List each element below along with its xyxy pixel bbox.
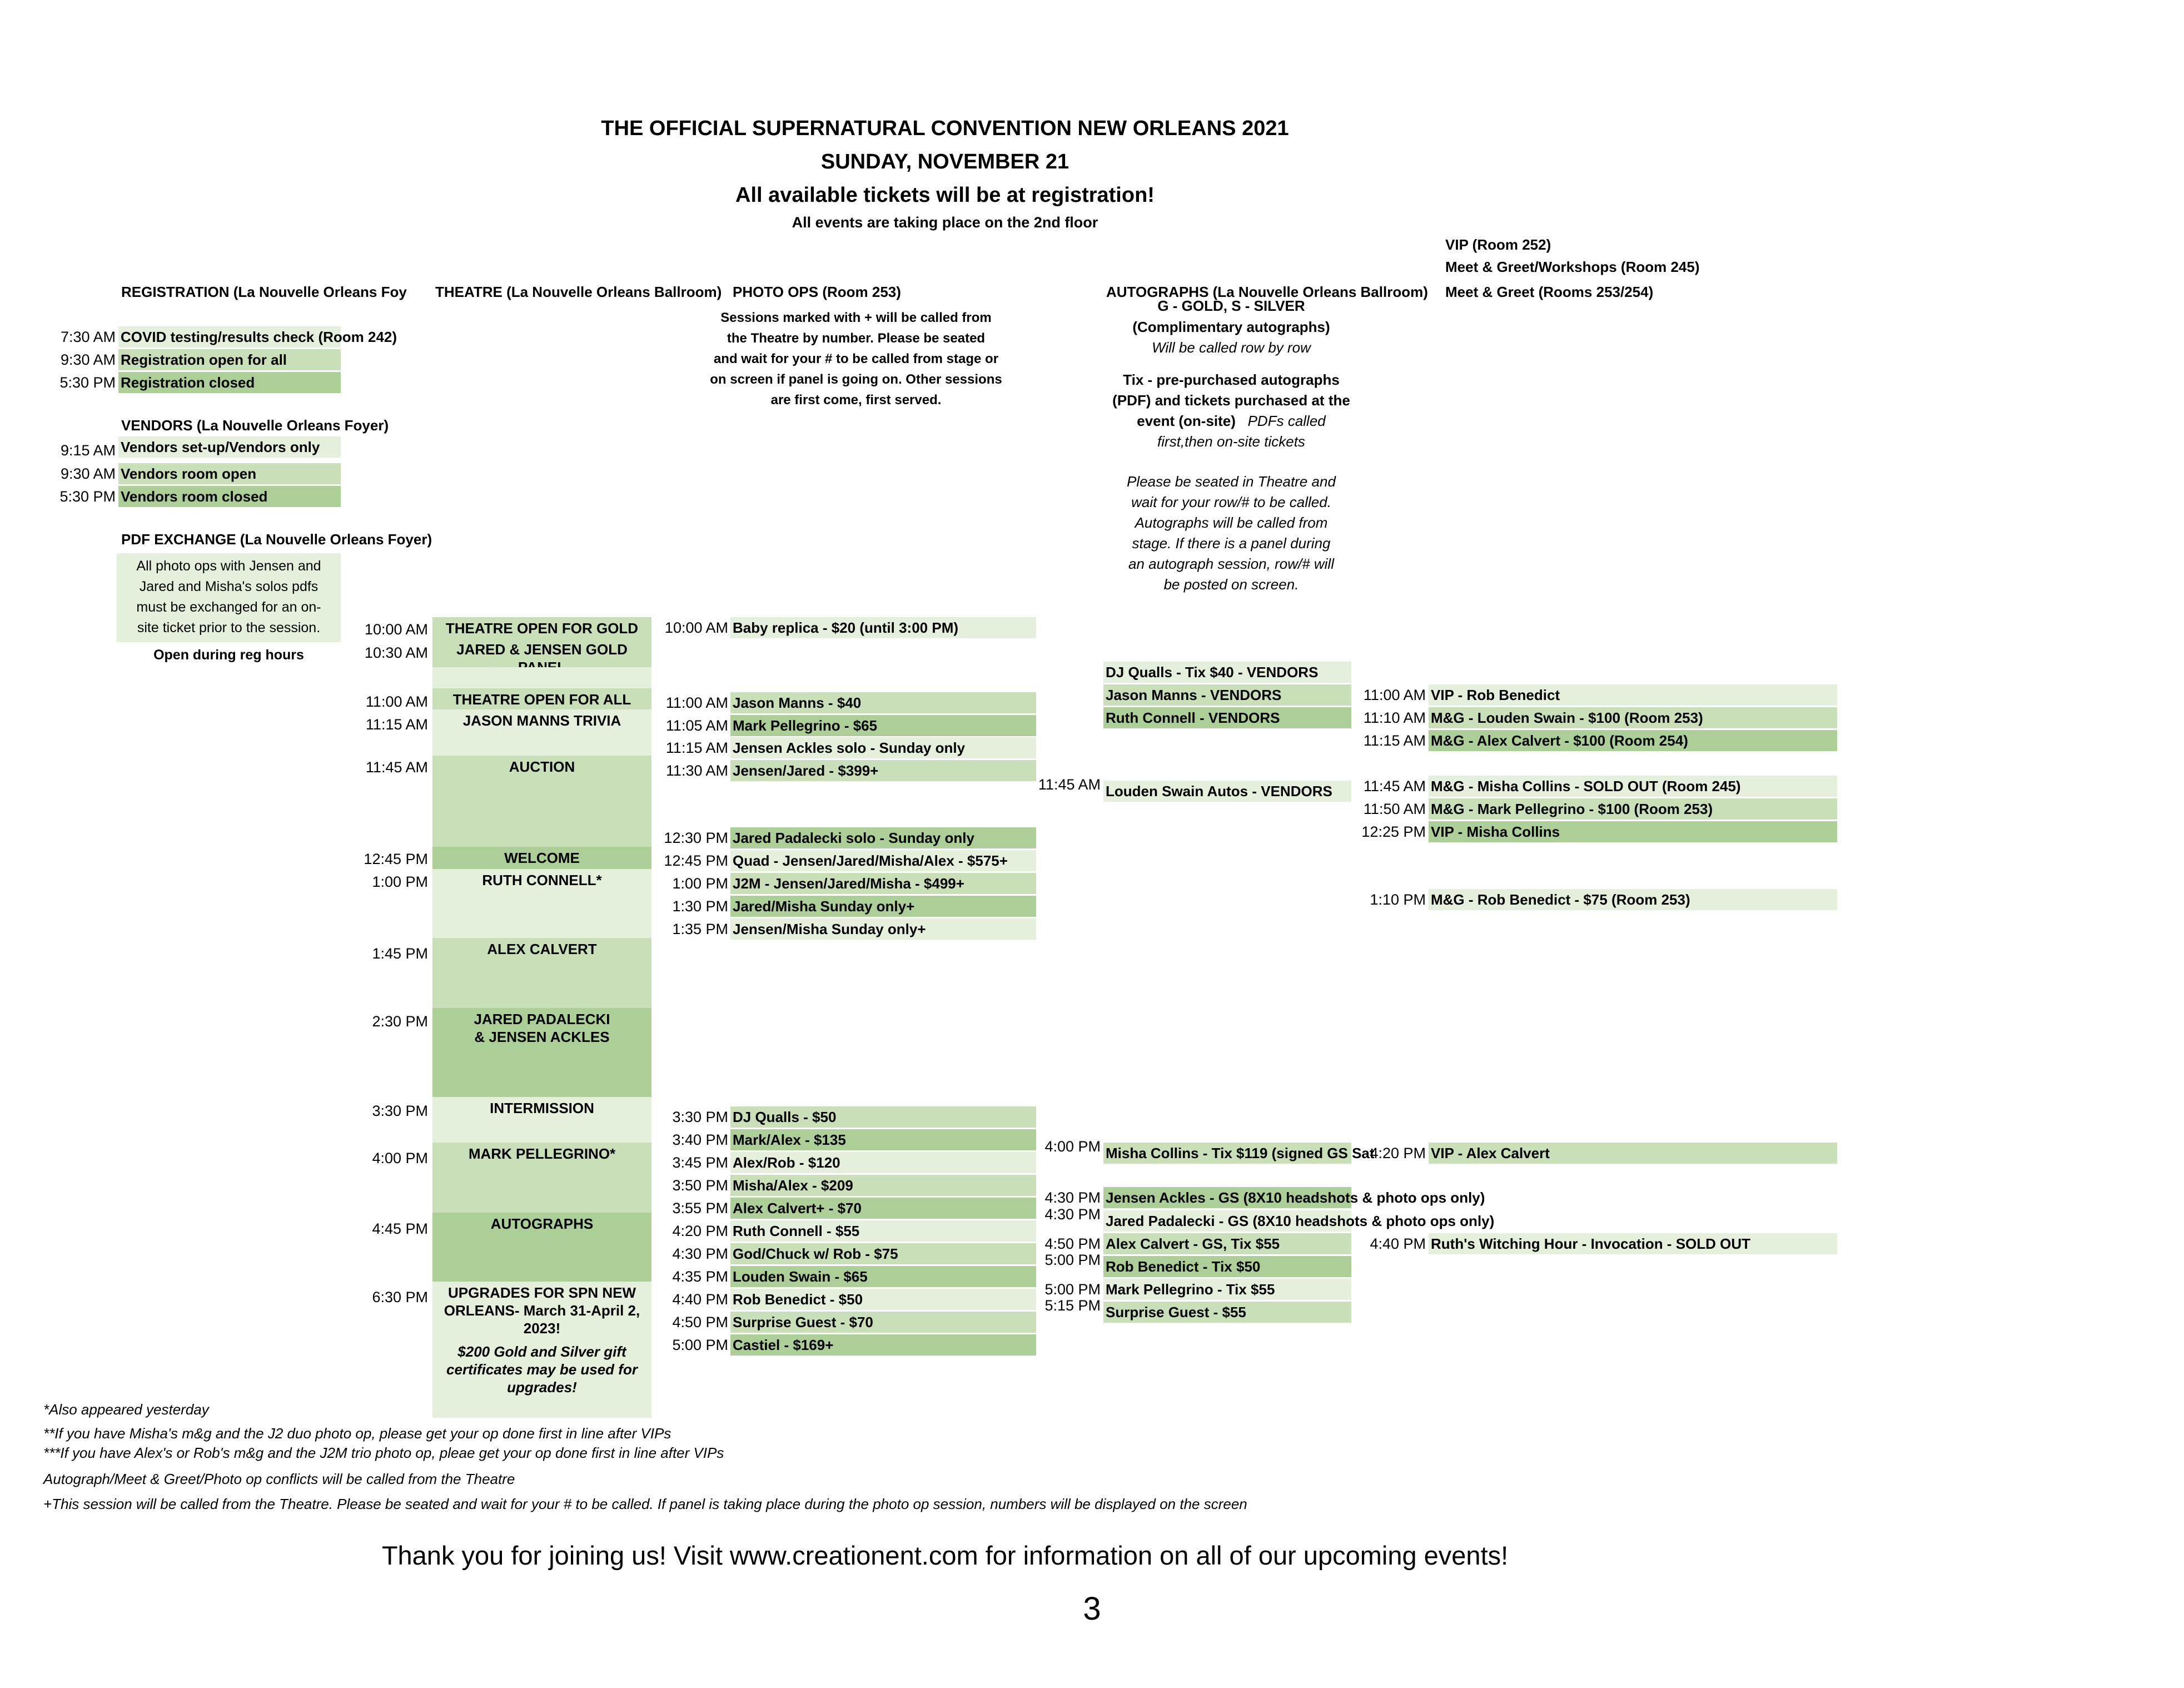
page-number: 3 bbox=[1083, 1591, 1101, 1627]
reg-item: COVID testing/results check (Room 242) bbox=[118, 326, 341, 347]
autograph-item: Jared Padalecki - GS (8X10 headshots & photo ops only) bbox=[1103, 1210, 1351, 1232]
autograph-item: Ruth Connell - VENDORS bbox=[1103, 707, 1351, 728]
vip-item: M&G - Louden Swain - $100 (Room 253) bbox=[1429, 707, 1837, 728]
vip-heading-line2: Meet & Greet/Workshops (Room 245) bbox=[1445, 259, 1700, 275]
photo-op-time: 10:00 AM bbox=[664, 619, 728, 636]
autographs-tix: (PDF) and tickets purchased at the bbox=[1112, 392, 1350, 409]
theatre-session: ALEX CALVERT bbox=[432, 938, 651, 1008]
photo-op-time: 1:00 PM bbox=[672, 875, 728, 892]
autograph-time: 4:30 PM bbox=[1044, 1189, 1101, 1206]
photo-op-time: 1:30 PM bbox=[672, 898, 728, 915]
photo-op-time: 3:55 PM bbox=[672, 1200, 728, 1217]
theatre-time: 6:30 PM bbox=[372, 1289, 428, 1305]
vip-item: VIP - Alex Calvert bbox=[1429, 1143, 1837, 1164]
photo-ops-note: Sessions marked with + will be called from bbox=[720, 310, 992, 325]
theatre-time: 11:45 AM bbox=[365, 759, 428, 776]
pdf-note-line: All photo ops with Jensen and bbox=[136, 558, 321, 574]
reg-time: 7:30 AM bbox=[60, 329, 116, 345]
theatre-session-line: 2023! bbox=[523, 1320, 561, 1337]
vip-time: 11:10 AM bbox=[1363, 709, 1426, 726]
autograph-time: 4:30 PM bbox=[1044, 1206, 1101, 1223]
vip-item: VIP - Rob Benedict bbox=[1429, 684, 1837, 706]
theatre-session: JARED & JENSEN GOLD bbox=[432, 638, 651, 688]
autographs-tix-italic: PDFs called bbox=[1247, 413, 1326, 429]
photo-op-item: Alex Calvert+ - $70 bbox=[730, 1198, 1036, 1219]
vip-heading-line3: Meet & Greet (Rooms 253/254) bbox=[1445, 284, 1654, 300]
photo-op-item: Louden Swain - $65 bbox=[730, 1266, 1036, 1287]
vip-time: 11:50 AM bbox=[1363, 801, 1426, 817]
theatre-time: 4:45 PM bbox=[372, 1220, 428, 1237]
autographs-seated: Autographs will be called from bbox=[1135, 514, 1328, 531]
theatre-session: RUTH CONNELL* bbox=[432, 869, 651, 938]
photo-op-item: Baby replica - $20 (until 3:00 PM) bbox=[730, 617, 1036, 638]
photo-op-time: 4:35 PM bbox=[672, 1268, 728, 1285]
theatre-time: 11:15 AM bbox=[365, 716, 428, 733]
vendors-time: 5:30 PM bbox=[59, 488, 116, 505]
autographs-seated: an autograph session, row/# will bbox=[1128, 555, 1334, 572]
vendors-heading: VENDORS (La Nouvelle Orleans Foyer) bbox=[121, 417, 389, 434]
vendors-time: 9:15 AM bbox=[60, 442, 116, 459]
autograph-time: 5:00 PM bbox=[1044, 1252, 1101, 1268]
theatre-time: 10:00 AM bbox=[364, 621, 428, 638]
theatre-time: 11:00 AM bbox=[365, 693, 428, 710]
autographs-tix bbox=[1106, 411, 1356, 431]
autographs-seated: wait for your row/# to be called. bbox=[1131, 494, 1331, 510]
theatre-time: 3:30 PM bbox=[372, 1103, 428, 1119]
theatre-session: THEATRE OPEN FOR ALL bbox=[432, 688, 651, 714]
photo-op-time: 1:35 PM bbox=[672, 921, 728, 937]
autograph-item: Mark Pellegrino - Tix $55 bbox=[1103, 1279, 1351, 1300]
photo-op-time: 11:30 AM bbox=[665, 762, 728, 779]
vip-heading-line1: VIP (Room 252) bbox=[1445, 236, 1551, 253]
autograph-item: Louden Swain Autos - VENDORS bbox=[1103, 781, 1351, 802]
autographs-note: G - GOLD, S - SILVER bbox=[1157, 297, 1305, 314]
autographs-seated: stage. If there is a panel during bbox=[1132, 535, 1331, 552]
photo-op-time: 3:45 PM bbox=[672, 1154, 728, 1171]
autographs-seated: be posted on screen. bbox=[1163, 576, 1299, 593]
vendors-time: 9:30 AM bbox=[60, 465, 116, 482]
photo-op-item: Jensen/Jared - $399+ bbox=[730, 760, 1036, 781]
photo-ops-note: on screen if panel is going on. Other sessions bbox=[710, 372, 1002, 387]
autographs-tix: Tix - pre-purchased autographs bbox=[1123, 371, 1340, 388]
photo-op-item: Misha/Alex - $209 bbox=[730, 1175, 1036, 1196]
autographs-note: (Complimentary autographs) bbox=[1132, 319, 1330, 335]
vendors-item: Vendors room open bbox=[118, 463, 341, 484]
vip-time: 4:40 PM bbox=[1370, 1235, 1426, 1252]
autographs-tix-bold: event (on-site) bbox=[1137, 413, 1236, 429]
footnote: *Also appeared yesterday bbox=[43, 1401, 209, 1418]
vip-time: 1:10 PM bbox=[1370, 891, 1426, 908]
theatre-time: 2:30 PM bbox=[372, 1013, 428, 1030]
photo-op-time: 4:40 PM bbox=[672, 1291, 728, 1308]
theatre-time: 10:30 AM bbox=[364, 644, 428, 661]
autograph-time: 5:15 PM bbox=[1044, 1297, 1101, 1314]
theatre-session: THEATRE OPEN FOR GOLD bbox=[432, 617, 651, 638]
autograph-item: Jensen Ackles - GS (8X10 headshots & photo ops only) bbox=[1103, 1187, 1351, 1208]
vip-item: M&G - Misha Collins - SOLD OUT (Room 245) bbox=[1429, 776, 1837, 797]
theatre-gap bbox=[432, 667, 651, 688]
photo-op-time: 11:05 AM bbox=[665, 717, 728, 734]
vip-time: 11:15 AM bbox=[1363, 732, 1426, 749]
theatre-time: 1:45 PM bbox=[372, 945, 428, 962]
theatre-time: 4:00 PM bbox=[372, 1150, 428, 1166]
photo-op-time: 11:15 AM bbox=[665, 739, 728, 756]
reg-time: 9:30 AM bbox=[60, 351, 116, 368]
photo-op-item: Jared Padalecki solo - Sunday only bbox=[730, 827, 1036, 848]
vip-item: M&G - Rob Benedict - $75 (Room 253) bbox=[1429, 889, 1837, 910]
theatre-session-extra: certificates may be used for bbox=[446, 1361, 638, 1378]
photo-op-item: Jason Manns - $40 bbox=[730, 692, 1036, 713]
photo-op-item: Quad - Jensen/Jared/Misha/Alex - $575+ bbox=[730, 850, 1036, 871]
photo-op-time: 4:30 PM bbox=[672, 1245, 728, 1262]
pdf-note-line: must be exchanged for an on- bbox=[136, 599, 321, 615]
footnote: +This session will be called from the Theatre. Please be seated and wait for your # to be called. If panel is taking place during the photo op session, numbers will be displayed on the screen bbox=[43, 1496, 1247, 1512]
autograph-time: 5:00 PM bbox=[1044, 1281, 1101, 1298]
autographs-seated: Please be seated in Theatre and bbox=[1127, 473, 1336, 490]
vip-time: 4:20 PM bbox=[1370, 1145, 1426, 1161]
theatre-session-line: UPGRADES FOR SPN NEW bbox=[447, 1284, 636, 1301]
theatre-time: 12:45 PM bbox=[364, 851, 428, 867]
thank-you-message: Thank you for joining us! Visit www.creationent.com for information on all of our upcoming events! bbox=[381, 1541, 1509, 1570]
pdf-hours: Open during reg hours bbox=[153, 647, 304, 663]
footnote: Autograph/Meet & Greet/Photo op conflicts will be called from the Theatre bbox=[43, 1471, 515, 1487]
vip-time: 11:45 AM bbox=[1363, 778, 1426, 795]
autograph-item: Alex Calvert - GS, Tix $55 bbox=[1103, 1233, 1351, 1254]
theatre-session: AUCTION bbox=[432, 756, 651, 847]
photo-ops-heading: PHOTO OPS (Room 253) bbox=[733, 284, 901, 300]
autograph-item: Surprise Guest - $55 bbox=[1103, 1302, 1351, 1323]
vip-item: M&G - Alex Calvert - $100 (Room 254) bbox=[1429, 730, 1837, 751]
autograph-time: 4:50 PM bbox=[1044, 1235, 1101, 1252]
photo-op-item: God/Chuck w/ Rob - $75 bbox=[730, 1243, 1036, 1264]
autograph-time: 11:45 AM bbox=[1038, 776, 1101, 793]
autograph-item: Misha Collins - Tix $119 (signed GS Sat bbox=[1103, 1143, 1351, 1164]
theatre-session-line: & JENSEN ACKLES bbox=[474, 1029, 610, 1045]
photo-ops-note: and wait for your # to be called from stage or bbox=[713, 351, 999, 366]
reg-item: Registration open for all bbox=[118, 349, 341, 370]
photo-op-item: Ruth Connell - $55 bbox=[730, 1220, 1036, 1242]
photo-op-item: DJ Qualls - $50 bbox=[730, 1106, 1036, 1128]
theatre-session: WELCOME bbox=[432, 847, 651, 869]
photo-op-time: 3:40 PM bbox=[672, 1131, 728, 1148]
autographs-note: Will be called row by row bbox=[1152, 339, 1311, 356]
photo-op-item: Mark/Alex - $135 bbox=[730, 1129, 1036, 1150]
footnote: ***If you have Alex's or Rob's m&g and the J2M trio photo op, pleae get your op done first in line after VIPs bbox=[43, 1444, 724, 1461]
floor-notice: All events are taking place on the 2nd floor bbox=[792, 214, 1098, 231]
photo-op-time: 4:20 PM bbox=[672, 1223, 728, 1239]
photo-ops-note: the Theatre by number. Please be seated bbox=[727, 331, 986, 346]
photo-ops-note: are first come, first served. bbox=[770, 393, 942, 408]
photo-op-time: 5:00 PM bbox=[672, 1337, 728, 1353]
theatre-time: 1:00 PM bbox=[372, 873, 428, 890]
theatre-session-extra: $200 Gold and Silver gift bbox=[457, 1343, 626, 1360]
vip-item: VIP - Misha Collins bbox=[1429, 821, 1837, 842]
photo-op-time: 12:45 PM bbox=[664, 852, 728, 869]
theatre-heading: THEATRE (La Nouvelle Orleans Ballroom) bbox=[435, 284, 722, 300]
pdf-note-line: site ticket prior to the session. bbox=[137, 620, 321, 636]
vip-item: M&G - Mark Pellegrino - $100 (Room 253) bbox=[1429, 798, 1837, 820]
photo-op-time: 4:50 PM bbox=[672, 1314, 728, 1330]
vip-time: 12:25 PM bbox=[1361, 823, 1426, 840]
photo-op-time: 12:30 PM bbox=[664, 830, 728, 846]
photo-op-item: Jared/Misha Sunday only+ bbox=[730, 896, 1036, 917]
photo-op-item: Mark Pellegrino - $65 bbox=[730, 715, 1036, 736]
autograph-item: DJ Qualls - Tix $40 - VENDORS bbox=[1103, 662, 1351, 683]
photo-op-time: 3:50 PM bbox=[672, 1177, 728, 1194]
theatre-session bbox=[432, 1282, 651, 1418]
photo-op-time: 3:30 PM bbox=[672, 1109, 728, 1125]
page-title: THE OFFICIAL SUPERNATURAL CONVENTION NEW ORLEANS 2021 bbox=[601, 117, 1289, 140]
tickets-notice: All available tickets will be at registration! bbox=[735, 183, 1155, 207]
autograph-item: Rob Benedict - Tix $50 bbox=[1103, 1256, 1351, 1277]
photo-op-item: Surprise Guest - $70 bbox=[730, 1312, 1036, 1333]
photo-op-item: Jensen/Misha Sunday only+ bbox=[730, 919, 1036, 940]
photo-op-item: Castiel - $169+ bbox=[730, 1334, 1036, 1356]
vendors-item: Vendors set-up/Vendors only bbox=[118, 436, 341, 458]
vip-time: 11:00 AM bbox=[1363, 687, 1426, 703]
event-date: SUNDAY, NOVEMBER 21 bbox=[820, 150, 1069, 173]
pdf-note-line: Jared and Misha's solos pdfs bbox=[139, 579, 319, 594]
autograph-time: 4:00 PM bbox=[1044, 1138, 1101, 1155]
theatre-session-line: JARED PADALECKI bbox=[474, 1011, 610, 1027]
theatre-session-extra: upgrades! bbox=[507, 1379, 577, 1396]
autographs-heading: AUTOGRAPHS (La Nouvelle Orleans Ballroom) bbox=[1106, 284, 1428, 300]
theatre-session: AUTOGRAPHS bbox=[432, 1213, 651, 1282]
pdf-exchange-heading: PDF EXCHANGE (La Nouvelle Orleans Foyer) bbox=[121, 531, 432, 548]
theatre-session: MARK PELLEGRINO* bbox=[432, 1143, 651, 1213]
photo-op-item: Jensen Ackles solo - Sunday only bbox=[730, 737, 1036, 758]
photo-op-time: 11:00 AM bbox=[665, 694, 728, 711]
photo-op-item: Alex/Rob - $120 bbox=[730, 1152, 1036, 1173]
theatre-session: INTERMISSION bbox=[432, 1097, 651, 1143]
photo-op-item: J2M - Jensen/Jared/Misha - $499+ bbox=[730, 873, 1036, 894]
photo-op-item: Rob Benedict - $50 bbox=[730, 1289, 1036, 1310]
theatre-session-line: ORLEANS- March 31-April 2, bbox=[444, 1302, 640, 1319]
autograph-item: Jason Manns - VENDORS bbox=[1103, 684, 1351, 706]
autographs-tix: first,then on-site tickets bbox=[1157, 433, 1305, 450]
theatre-session bbox=[432, 1008, 651, 1097]
registration-heading: REGISTRATION (La Nouvelle Orleans Foy bbox=[121, 284, 407, 300]
theatre-session: JASON MANNS TRIVIA bbox=[432, 709, 651, 756]
vip-item: Ruth's Witching Hour - Invocation - SOLD OUT bbox=[1429, 1233, 1837, 1254]
reg-time: 5:30 PM bbox=[59, 374, 116, 391]
footnote: **If you have Misha's m&g and the J2 duo photo op, please get your op done first in line after VIPs bbox=[43, 1425, 671, 1442]
reg-item: Registration closed bbox=[118, 372, 341, 393]
vendors-item: Vendors room closed bbox=[118, 486, 341, 507]
